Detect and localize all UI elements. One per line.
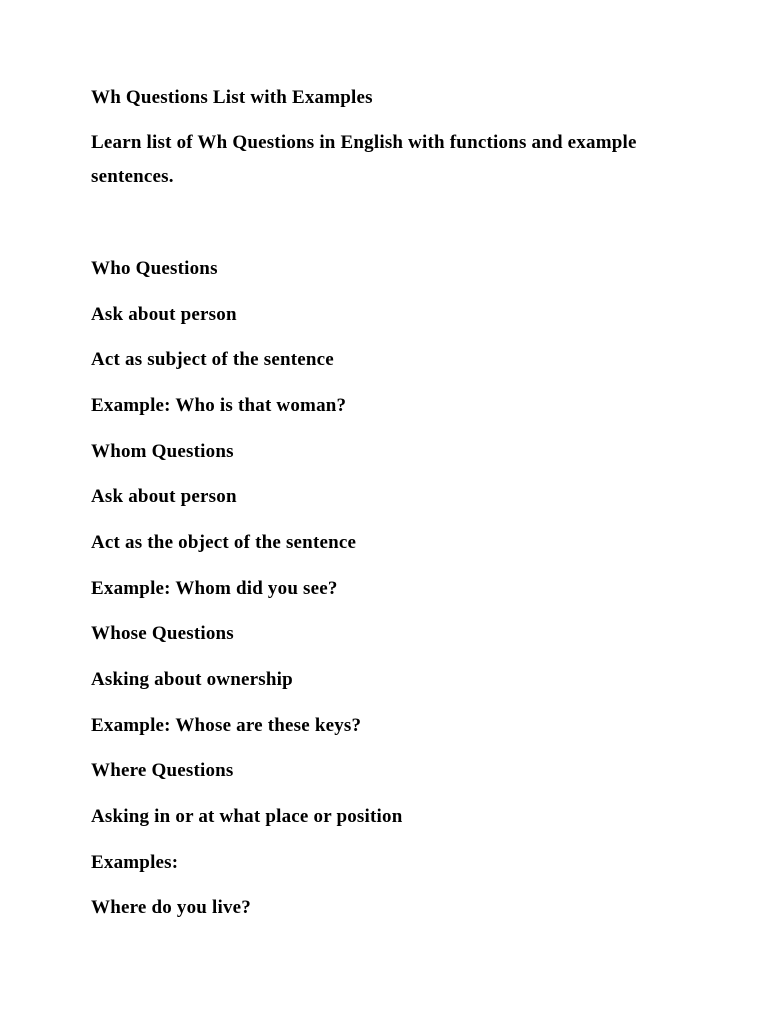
- section-heading-who: Who Questions: [91, 258, 218, 279]
- example-line: Example: Whose are these keys?: [91, 715, 362, 736]
- text-line: Asking in or at what place or position: [91, 806, 403, 827]
- section-heading-whom: Whom Questions: [91, 441, 234, 462]
- section-heading-where: Where Questions: [91, 760, 234, 781]
- example-line: Example: Who is that woman?: [91, 395, 347, 416]
- example-line: Where do you live?: [91, 897, 251, 918]
- section-heading-whose: Whose Questions: [91, 623, 234, 644]
- text-line: Act as subject of the sentence: [91, 349, 334, 370]
- text-line: Ask about person: [91, 486, 237, 507]
- text-line: Act as the object of the sentence: [91, 532, 357, 553]
- text-line: Ask about person: [91, 304, 237, 325]
- example-line: Example: Whom did you see?: [91, 578, 338, 599]
- text-line: Asking about ownership: [91, 669, 293, 690]
- examples-label: Examples:: [91, 852, 179, 873]
- document-intro: Learn list of Wh Questions in English with functions and example sentences.: [91, 132, 637, 187]
- document-title: Wh Questions List with Examples: [91, 87, 373, 108]
